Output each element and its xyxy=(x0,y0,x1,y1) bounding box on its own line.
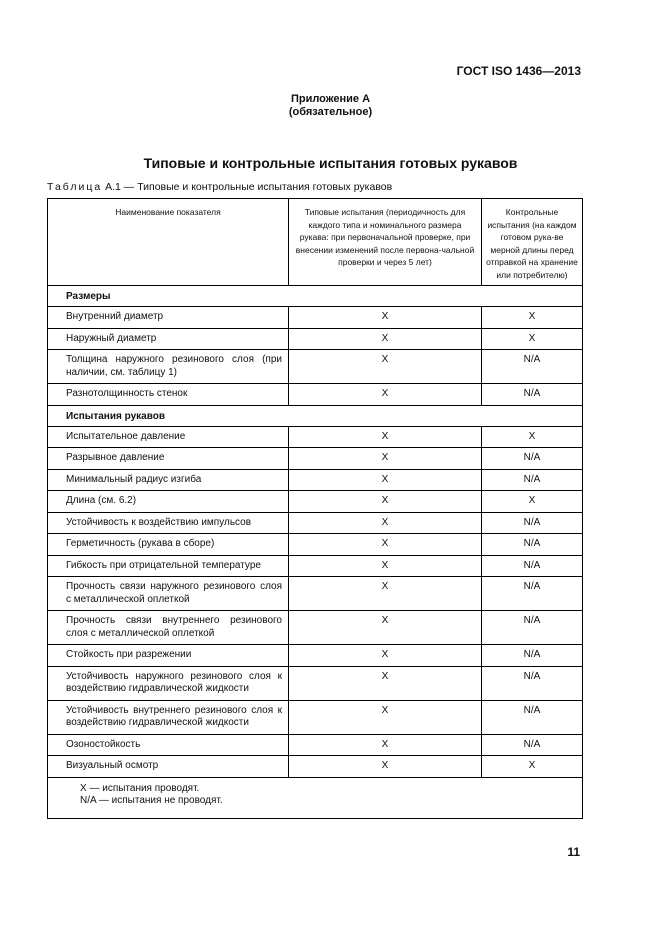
table-row xyxy=(48,491,583,513)
page-number: 11 xyxy=(567,845,580,859)
caption-number: А.1 xyxy=(105,181,121,193)
row-type-test: X xyxy=(289,645,482,667)
table-row xyxy=(48,734,583,756)
table-row xyxy=(48,645,583,667)
row-name: Гибкость при отрицательной температуре xyxy=(48,555,289,577)
row-type-test: X xyxy=(289,611,482,645)
section-row xyxy=(48,405,583,426)
row-control-test: X xyxy=(482,328,583,350)
row-type-test: X xyxy=(289,469,482,491)
table-notes xyxy=(48,777,583,818)
row-name: Прочность связи наружного резинового слоя с металлической оплеткой xyxy=(48,577,289,611)
row-name: Стойкость при разрежении xyxy=(48,645,289,667)
appendix-subtitle: (обязательное) xyxy=(288,106,373,118)
note-line: N/A — испытания не проводят. xyxy=(80,795,223,806)
row-name: Устойчивость внутреннего резинового слоя к воздействию гидравлической жидкости xyxy=(48,700,289,734)
row-type-test: X xyxy=(289,700,482,734)
row-control-test: N/A xyxy=(482,577,583,611)
header-control-tests: Контрольные испытания (на каждом готовом рука-ве мерной длины перед отправкой на хранение или потребителю) xyxy=(482,199,583,286)
row-name: Внутренний диаметр xyxy=(48,307,289,329)
header-type-tests: Типовые испытания (периодичность для каждого типа и номинального размера рукава: при первоначальной проверке, при внесении изменений после первона-чальной проверки и через 5 лет) xyxy=(289,199,482,286)
row-name: Герметичность (рукава в сборе) xyxy=(48,534,289,556)
row-name: Устойчивость к воздействию импульсов xyxy=(48,512,289,534)
row-control-test: N/A xyxy=(482,469,583,491)
row-type-test: X xyxy=(289,328,482,350)
row-name: Разрывное давление xyxy=(48,448,289,470)
table-row xyxy=(48,512,583,534)
table-row xyxy=(48,756,583,778)
row-type-test: X xyxy=(289,577,482,611)
table-row xyxy=(48,469,583,491)
row-type-test: X xyxy=(289,448,482,470)
row-type-test: X xyxy=(289,512,482,534)
row-type-test: X xyxy=(289,555,482,577)
table-caption xyxy=(47,181,392,193)
section-title: Размеры xyxy=(48,286,583,307)
table-row xyxy=(48,448,583,470)
row-type-test: X xyxy=(289,734,482,756)
caption-text: — Типовые и контрольные испытания готовых рукавов xyxy=(123,181,393,193)
row-control-test: N/A xyxy=(482,700,583,734)
row-control-test: N/A xyxy=(482,534,583,556)
row-control-test: X xyxy=(482,307,583,329)
row-type-test: X xyxy=(289,350,482,384)
appendix-heading xyxy=(0,93,661,119)
standard-header: ГОСТ ISO 1436—2013 xyxy=(456,64,581,78)
table-row xyxy=(48,700,583,734)
page-title: Типовые и контрольные испытания готовых рукавов xyxy=(143,155,518,171)
row-name: Испытательное давление xyxy=(48,426,289,448)
row-type-test: X xyxy=(289,384,482,406)
table-row xyxy=(48,307,583,329)
row-control-test: N/A xyxy=(482,611,583,645)
row-name: Озоностойкость xyxy=(48,734,289,756)
table-row xyxy=(48,666,583,700)
row-control-test: N/A xyxy=(482,555,583,577)
table-header-row xyxy=(48,199,583,286)
row-type-test: X xyxy=(289,666,482,700)
row-control-test: N/A xyxy=(482,666,583,700)
table-row xyxy=(48,577,583,611)
row-control-test: X xyxy=(482,426,583,448)
row-name: Прочность связи внутреннего резинового слоя с металлической оплеткой xyxy=(48,611,289,645)
tests-table xyxy=(47,198,583,819)
row-type-test: X xyxy=(289,534,482,556)
table-row xyxy=(48,534,583,556)
table-row xyxy=(48,328,583,350)
header-indicator: Наименование показателя xyxy=(48,199,289,286)
row-type-test: X xyxy=(289,426,482,448)
note-line: X — испытания проводят. xyxy=(80,782,200,794)
row-control-test: N/A xyxy=(482,734,583,756)
row-control-test: N/A xyxy=(482,350,583,384)
row-control-test: X xyxy=(482,756,583,778)
row-type-test: X xyxy=(289,307,482,329)
table-row xyxy=(48,555,583,577)
row-type-test: X xyxy=(289,756,482,778)
section-row xyxy=(48,286,583,307)
row-control-test: X xyxy=(482,491,583,513)
row-name: Визуальный осмотр xyxy=(48,756,289,778)
caption-label: Таблица xyxy=(47,181,103,193)
notes-row xyxy=(48,777,583,818)
row-name: Наружный диаметр xyxy=(48,328,289,350)
row-control-test: N/A xyxy=(482,448,583,470)
row-control-test: N/A xyxy=(482,512,583,534)
table-row xyxy=(48,611,583,645)
row-type-test: X xyxy=(289,491,482,513)
row-name: Минимальный радиус изгиба xyxy=(48,469,289,491)
row-name: Толщина наружного резинового слоя (при наличии, см. таблицу 1) xyxy=(48,350,289,384)
row-control-test: N/A xyxy=(482,645,583,667)
row-name: Устойчивость наружного резинового слоя к воздействию гидравлической жидкости xyxy=(48,666,289,700)
row-control-test: N/A xyxy=(482,384,583,406)
row-name: Разнотолщинность стенок xyxy=(48,384,289,406)
section-title: Испытания рукавов xyxy=(48,405,583,426)
appendix-title: Приложение А xyxy=(290,93,371,105)
table-row xyxy=(48,384,583,406)
row-name: Длина (см. 6.2) xyxy=(48,491,289,513)
table-row xyxy=(48,350,583,384)
table-row xyxy=(48,426,583,448)
